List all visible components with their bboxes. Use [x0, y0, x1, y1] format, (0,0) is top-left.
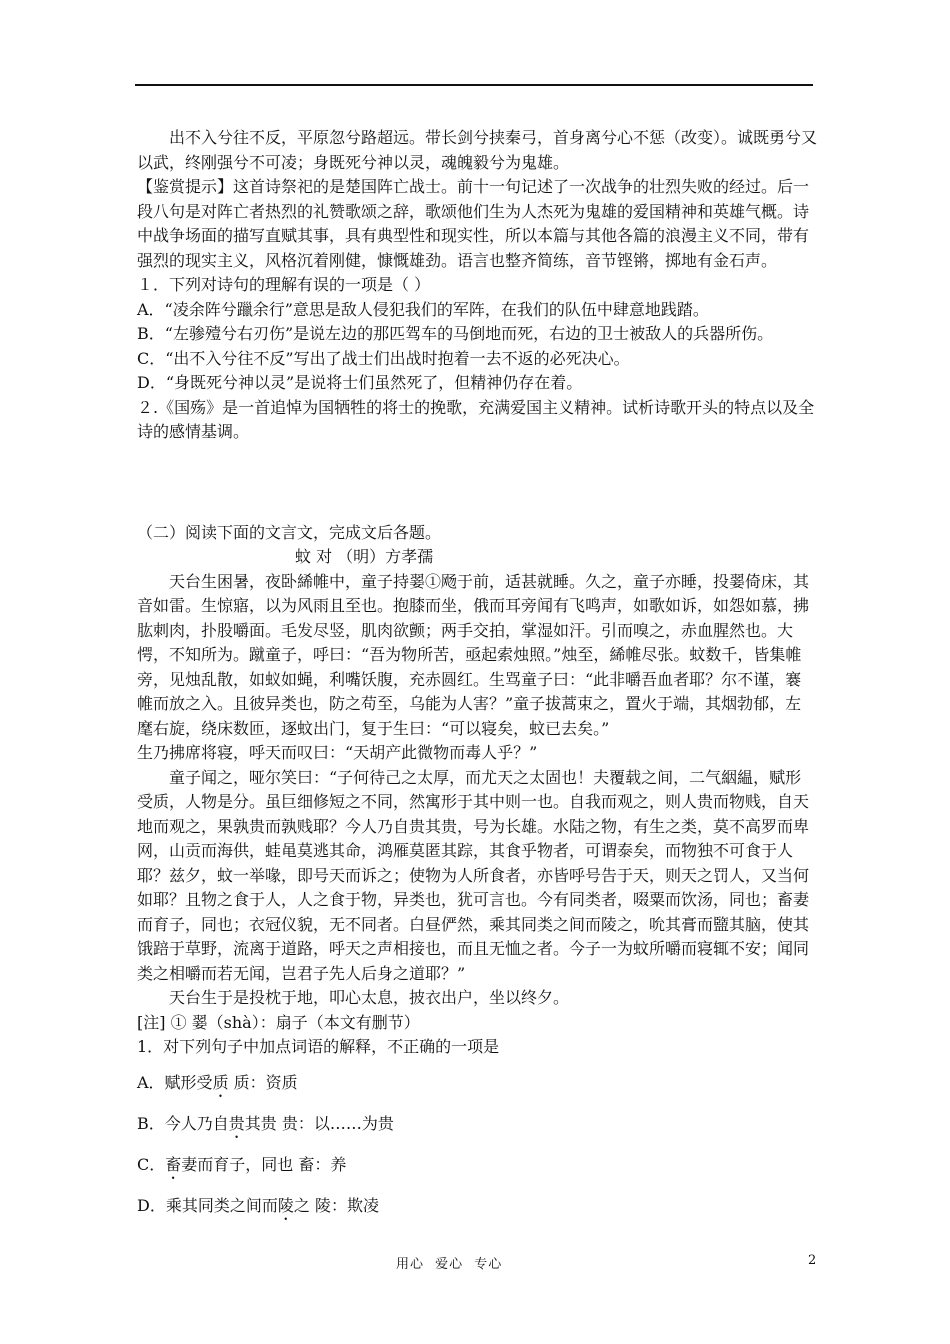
- question-3-option-d: D．乘其同类之间而陵之 陵：欺凌: [137, 1195, 379, 1215]
- question-2-stem: ２.《国殇》是一首追悼为国牺牲的将士的挽歌，充满爱国主义精神。试析诗歌开头的特点以及全诗的感情基调。: [137, 397, 815, 441]
- question-1-stem: １．下列对诗句的理解有误的一项是（ ）: [137, 275, 431, 294]
- essay-paragraph-1: 天台生困暑，夜卧絺帷中，童子持翣①飏于前，适甚就睡。久之，童子亦睡，投翣倚床，其音如雷。生惊寤，以为风雨且至也。抱膝而坐，俄而耳旁闻有飞鸣声，如歌如诉，如怨如慕，拂肱刺肉，扑股嚼面。毛发尽竖，肌肉欲颤；两手交拍，掌湿如汗。引而嗅之，赤血腥然也。大愕，不知所为。蹴童子，呼曰：“吾为物所苦，亟起索烛照。”烛至，絺帷尽张。蚊数千，皆集帷旁，见烛乱散，如蚁如蝇，利嘴饫腹，充赤圆红。生骂童子曰：“此非嚼吾血者耶？尔不谨，褰帷而放之入。且彼异类也，防之苟至，乌能为人害？”童子拔蒿束之，置火于端，其烟勃郁，左麾右旋，绕床数匝，逐蚊出门，复于生曰：“可以寝矣，蚊已去矣。”: [137, 571, 810, 738]
- question-1-option-c: C．“出不入兮往不反”写出了战士们出战时抱着一去不返的必死决心。: [137, 348, 630, 368]
- essay-paragraph-3: 童子闻之，哑尔笑曰：“子何待己之太厚，而尤天之太固也！夫覆载之间，二气絪緼，赋形受质，人物是分。虽巨细修短之不同，然寓形于其中则一也。自我而观之，则人贵而物贱，自天地而观之，果孰贵而孰贱耶？今人乃自贵其贵，号为长雄。水陆之物，有生之类，莫不高罗而卑网，山贡而海供，蛙黾莫逃其命，鸿雁莫匿其踪，其食乎物者，可谓泰矣，而物独不可食于人耶？兹夕，蚊一举喙，即号天而诉之；使物为人所食者，亦皆呼号告于天，则天之罚人，又当何如耶？且物之食于人，人之食于物，异类也，犹可言也。今有同类者，啜粟而饮汤，同也；畜妻而育子，同也；衣冠仪貌，无不同者。白昼俨然，乘其同类之间而陵之，吮其膏而盬其脑，使其饿踣于草野，流离于道路，呼天之声相接也，而且无恤之者。今子一为蚊所嚼而寝辄不安；闻同类之相嚼而若无闻，岂君子先人后身之道耶？”: [137, 767, 810, 983]
- essay-title: 蚊 对 （明）方孝孺: [295, 547, 434, 566]
- emphasis-dot-word: 贵: [228, 1113, 245, 1133]
- emphasis-dot-word: 畜: [165, 1154, 182, 1174]
- poem-final-stanza: 出不入兮往不反，平原忽兮路超远。带长剑兮挟秦弓，首身离兮心不惩（改变）。诚既勇兮又以武，终刚强兮不可凌；身既死兮神以灵，魂魄毅兮为鬼雄。: [137, 128, 818, 172]
- page-content: [137, 126, 817, 1235]
- footer-motto: 用心 爱心 专心: [396, 1257, 503, 1272]
- appreciation-note: 【鉴赏提示】这首诗祭祀的是楚国阵亡战士。前十一句记述了一次战争的壮烈失败的经过。后一段八句是对阵亡者热烈的礼赞歌颂之辞，歌颂他们生为人杰死为鬼雄的爱国精神和英雄气概。诗中战争场面的描写直赋其事，具有典型性和现实性，所以本篇与其他各篇的浪漫主义不同，带有强烈的现实主义，风格沉着刚健，慷慨雄劲。语言也整齐简练，音节铿锵，掷地有金石声。: [137, 177, 810, 270]
- question-1-option-b: B．“左骖殪兮右刃伤”是说左边的那匹驾车的马倒地而死，右边的卫士被敌人的兵器所伤。: [137, 324, 774, 343]
- question-1-option-d: D．“身既死兮神以灵”是说将士们虽然死了，但精神仍存在着。: [137, 373, 583, 392]
- question-3-option-c: C．畜妻而育子，同也 畜：养: [137, 1154, 347, 1174]
- page-number: 2: [808, 1253, 817, 1268]
- essay-paragraph-2: 生乃拂席将寝，呼天而叹曰：“天胡产此微物而毒人乎？”: [137, 743, 538, 762]
- question-3-option-a: A．赋形受质 质：资质: [137, 1072, 298, 1092]
- question-3-stem: 1．对下列句子中加点词语的解释，不正确的一项是: [137, 1037, 500, 1056]
- section-heading: （二）阅读下面的文言文，完成文后各题。: [137, 522, 442, 542]
- essay-footnote: [注] ① 翣（shà）：扇子（本文有删节）: [137, 1012, 420, 1032]
- question-3-option-b: B．今人乃自贵其贵 贵：以……为贵: [137, 1113, 394, 1133]
- question-1-option-a: A．“凌余阵兮躐余行”意思是敌人侵犯我们的军阵，在我们的队伍中肆意地践踏。: [137, 299, 709, 319]
- emphasis-dot-word: 陵: [277, 1195, 294, 1215]
- emphasis-dot-word: 质: [212, 1072, 229, 1092]
- header-rule: [135, 84, 813, 86]
- answer-space: [137, 445, 817, 521]
- essay-paragraph-4: 天台生于是投枕于地，叩心太息，披衣出户，坐以终夕。: [169, 988, 570, 1007]
